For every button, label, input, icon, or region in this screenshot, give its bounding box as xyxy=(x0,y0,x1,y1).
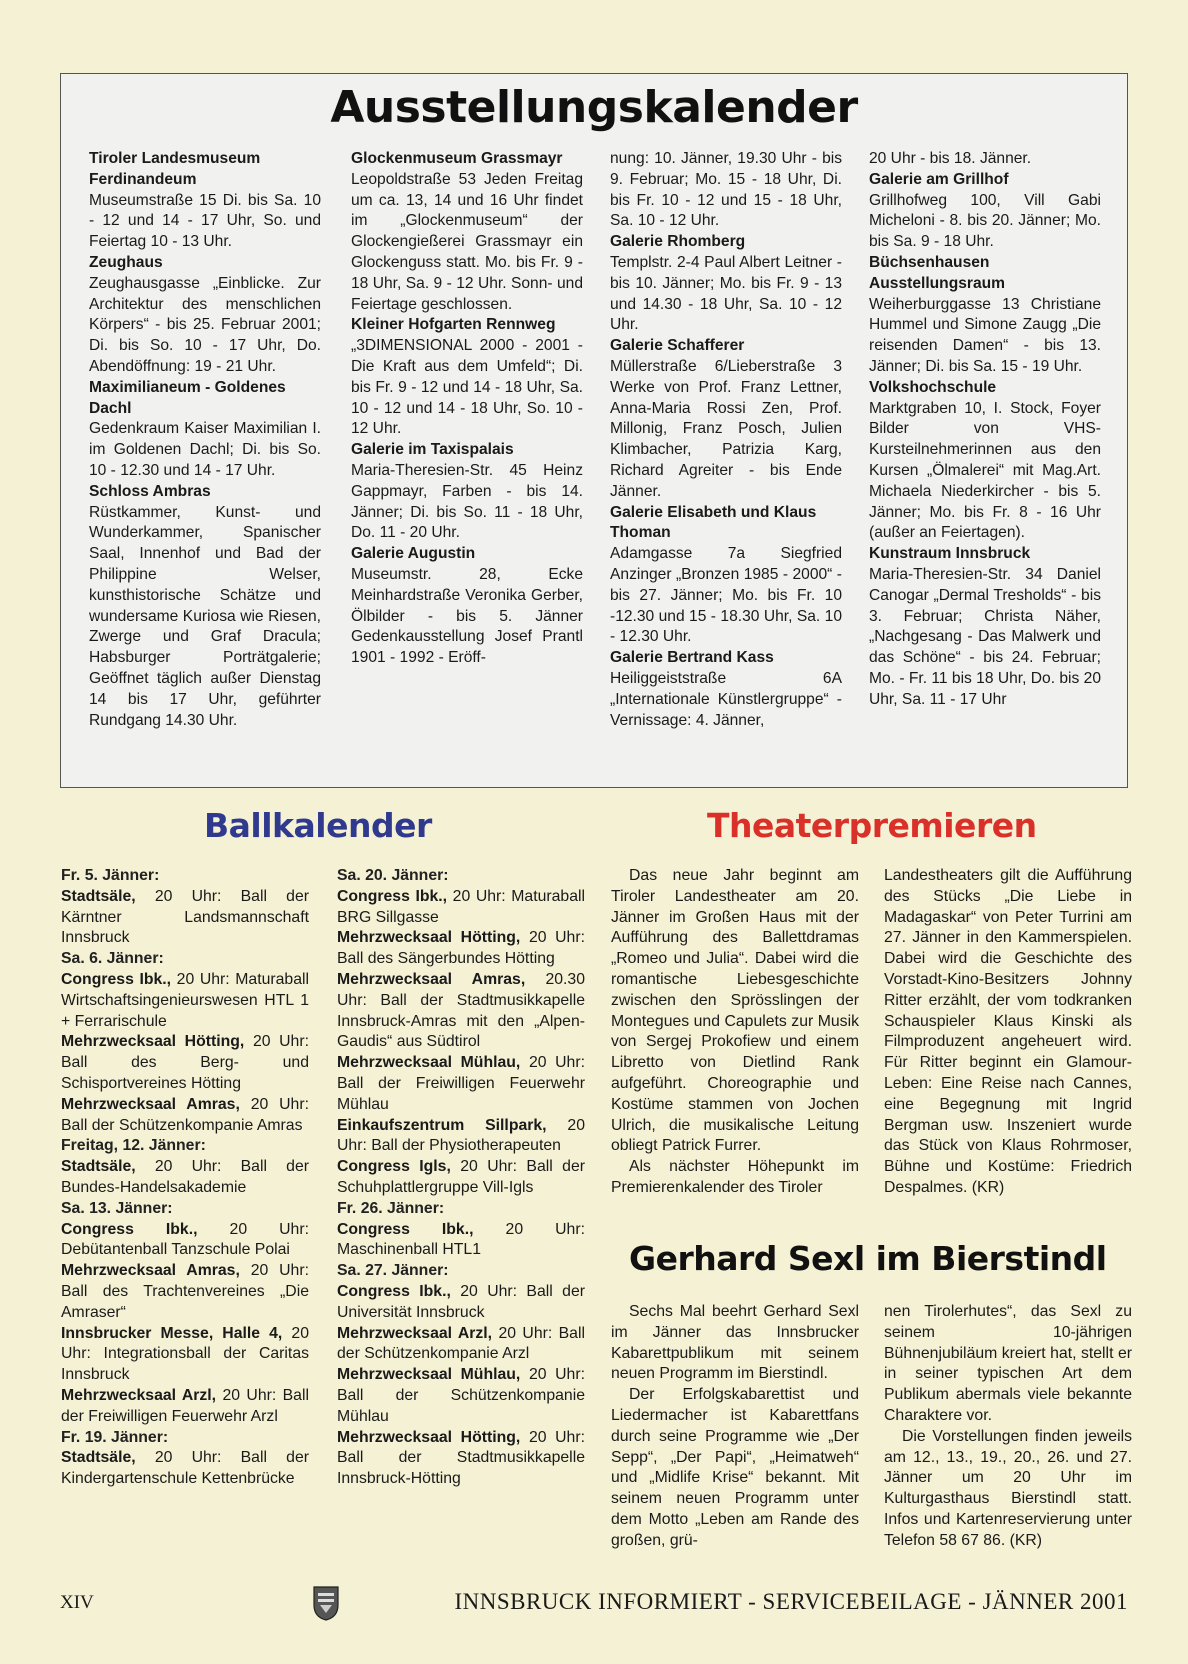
ball-entry xyxy=(337,1428,585,1490)
ball-date: Sa. 13. Jänner: xyxy=(61,1199,173,1217)
ball-venue: Einkaufszentrum Sillpark, xyxy=(337,1116,547,1134)
exhibition-venue: Galerie Elisabeth und Klaus Thoman xyxy=(610,503,817,542)
exhibition-venue: Glockenmuseum Grassmayr xyxy=(351,150,563,167)
ball-details: 20.30 Uhr: Ball der Stadtmusikkapelle Innsbruck-Amras mit den „Alpen-Gaudis“ aus Südtirol xyxy=(337,970,585,1051)
sexl-paragraph: Die Vorstellungen finden jeweils am 12., 13., 19., 20., 26. und 27. Jänner um 20 Uhr im Kulturgasthaus Bierstindl statt. Infos und Kartenreservierung unter Telefon 58 67 86. (KR) xyxy=(884,1427,1132,1549)
exhibition-details: Museumstr. 28, Ecke Meinhardstraße Veronika Gerber, Ölbilder - bis 5. Jänner Gedenkausstellung Josef Prantl 1901 - 1992 - Eröff- xyxy=(351,565,583,667)
exhibition-venue: Galerie Schafferer xyxy=(610,337,745,355)
ball-date: Sa. 27. Jänner: xyxy=(337,1262,449,1280)
ball-venue: Mehrzwecksaal Hötting, xyxy=(61,1033,245,1051)
exhibition-venue: Galerie Rhomberg xyxy=(610,233,746,251)
exhibition-calendar-box xyxy=(60,73,1128,788)
exhibition-venue: Zeughaus xyxy=(89,253,163,271)
ball-entry xyxy=(61,1095,309,1137)
exhibition-venue: Maximilianeum - Goldenes Dachl xyxy=(89,378,286,417)
ball-venue: Mehrzwecksaal Amras, xyxy=(337,970,526,988)
ball-details: 20 Uhr: Ball des Berg- und Schisportvereines Hötting xyxy=(61,1033,309,1092)
exhibition-venue: Galerie Bertrand Kass xyxy=(610,649,774,667)
ball-details: 20 Uhr: Ball der Schützenkompanie Amras xyxy=(61,1095,309,1134)
exhibition-details: Adamgasse 7a Siegfried Anzinger „Bronzen 1985 - 2000“ - bis 27. Jänner; Mo. bis Fr. 10 -12.30 und 15 - 18.30 Uhr, Sa. 10 - 12.30 Uhr. xyxy=(610,545,842,646)
ball-entry xyxy=(61,1448,309,1490)
ball-venue: Mehrzwecksaal Hötting, xyxy=(337,929,521,947)
sexl-column-2 xyxy=(884,1302,1132,1552)
theater-premieres-title: Theaterpremieren xyxy=(707,806,1037,845)
ball-venue: Mehrzwecksaal Arzl, xyxy=(337,1324,493,1342)
exhibition-calendar-title: Ausstellungskalender xyxy=(330,82,858,133)
ball-entry xyxy=(337,928,585,970)
exhibition-details: Maria-Theresien-Str. 34 Daniel Canogar „Dermal Tresholds“ - bis 3. Februar; Christa Näher, „Nachgesang - Das Malwerk und das Schöne“ - bis 24. Februar; Mo. - Fr. 11 bis 18 Uhr, Do. bis 20 Uhr, Sa. 11 - 17 Uhr xyxy=(869,565,1101,708)
ball-venue: Congress Ibk., xyxy=(61,1220,198,1238)
ball-details: 20 Uhr: Ball der Bundes-Handelsakademie xyxy=(61,1158,309,1196)
sexl-paragraph: Sechs Mal beehrt Gerhard Sexl im Jänner das Innsbrucker Kabarettpublikum mit seinem neuen Programm im Bierstindl. xyxy=(611,1303,859,1383)
ball-entry xyxy=(337,1282,585,1324)
ball-entry xyxy=(337,1053,585,1115)
ball-date: Fr. 26. Jänner: xyxy=(337,1199,445,1217)
theater-column-2 xyxy=(884,866,1132,1199)
exhibition-venue: Büchsenhausen Ausstellungsraum xyxy=(869,253,1006,292)
exhibition-details: Rüstkammer, Kunst- und Wunderkammer, Spanischer Saal, Innenhof und Bad der Philippine Welser, kunsthistorische Schätze und wundersame Kuriosa wie Riesen, Zwerge und Graf Dracula; Habsburger Porträtgalerie; Geöffnet täglich außer Dienstag 14 bis 17 Uhr, geführter Rundgang 14.30 Uhr. xyxy=(89,503,321,729)
ball-venue: Congress Ibk., xyxy=(337,1220,474,1238)
ball-details: 20 Uhr: Maturaball BRG Sillgasse xyxy=(337,887,586,926)
ball-details: 20 Uhr: Maschinenball HTL1 xyxy=(337,1220,585,1259)
exhibition-column-2 xyxy=(351,149,583,669)
ball-entry xyxy=(61,1220,309,1262)
ball-details: 20 Uhr: Ball der Schützenkompanie Arzl xyxy=(337,1324,585,1363)
ball-venue: Congress Ibk., xyxy=(337,1282,451,1300)
ball-entry xyxy=(61,970,309,1032)
exhibition-details: Marktgraben 10, I. Stock, Foyer Bilder von VHS-Kursteilnehmerinnen aus den Kursen „Ölmalerei“ mit Mag.Art. Michaela Niederkircher - bis 5. Jänner; Mo. bis Fr. 8 - 16 Uhr (außer an Feiertagen). xyxy=(869,399,1101,542)
ball-venue: Innsbrucker Messe, Halle 4, xyxy=(61,1324,283,1342)
ball-entry xyxy=(337,1157,585,1199)
exhibition-venue: Galerie im Taxispalais xyxy=(351,441,514,459)
ball-details: 20 Uhr: Ball der Freiwilligen Feuerwehr Arzl xyxy=(61,1386,309,1425)
exhibition-venue: Galerie Augustin xyxy=(351,545,476,563)
theater-paragraph: Das neue Jahr beginnt am Tiroler Landestheater am 20. Jänner im Großen Haus mit der Aufführung des Ballettdramas „Romeo und Julia“. Dabei wird die romantische Liebesgeschichte zwischen den Sprösslingen der Montegues und Capulets zur Musik von Sergej Prokofiew und einem Libretto von Dietlind Rank aufgeführt. Choreographie und Kostüme stammen von Jochen Ulrich, die musikalische Leitung obliegt Patrick Furrer. xyxy=(611,867,859,1155)
exhibition-details: Maria-Theresien-Str. 45 Heinz Gappmayr, Farben - bis 14. Jänner; Di. bis So. 11 - 18 Uhr, Do. 11 - 20 Uhr. xyxy=(351,461,583,542)
ball-column-2 xyxy=(337,866,585,1490)
exhibition-venue: Volkshochschule xyxy=(869,378,997,396)
exhibition-details: Gedenkraum Kaiser Maximilian I. im Goldenen Dachl; Di. bis So. 10 - 12.30 und 14 - 17 Uhr. xyxy=(89,420,321,479)
exhibition-details: Zeughausgasse „Einblicke. Zur Architektur des menschlichen Körpers“ - bis 25. Februar 2001; Di. bis So. 10 - 17 Uhr, Do. Abendöffnung: 19 - 21 Uhr. xyxy=(89,274,321,375)
theater-column-1 xyxy=(611,866,859,1199)
sexl-paragraph: Der Erfolgskabarettist und Liedermacher ist Kabarettfans durch seine Programme wie „Der Sepp“, „Der Papi“, „Heimatweh“ und „Midlife Krise“ bekannt. Mit seinem neuen Programm unter dem Motto „Leben am Rande des großen, grü- xyxy=(611,1386,859,1549)
ball-details: 20 Uhr: Debütantenball Tanzschule Polai xyxy=(61,1220,309,1259)
ball-details: 20 Uhr: Ball der Kärntner Landsmannschaft Innsbruck xyxy=(61,887,309,947)
ball-column-1 xyxy=(61,866,309,1490)
ball-entry xyxy=(337,887,585,929)
ball-date: Sa. 20. Jänner: xyxy=(337,867,449,884)
exhibition-column-3 xyxy=(610,149,842,731)
exhibition-details: Leopoldstraße 53 Jeden Freitag um ca. 13, 14 und 16 Uhr findet im „Glockenmuseum“ der Glockengießerei Grassmayr ein Glockenguss statt. Mo. bis Fr. 9 - 18 Uhr, Sa. 9 - 12 Uhr. Sonn- und Feiertage geschlossen. xyxy=(351,170,583,313)
theater-paragraph: Als nächster Höhepunkt im Premierenkalender des Tiroler xyxy=(611,1158,859,1196)
ball-entry xyxy=(337,1365,585,1427)
ball-venue: Mehrzwecksaal Amras, xyxy=(61,1095,240,1113)
ball-venue: Mehrzwecksaal Mühlau, xyxy=(337,1366,521,1384)
ball-venue: Mehrzwecksaal Arzl, xyxy=(61,1386,217,1404)
ball-date: Fr. 5. Jänner: xyxy=(61,867,160,884)
ball-entry xyxy=(61,1324,309,1386)
ball-entry xyxy=(61,1386,309,1428)
ball-entry xyxy=(61,1157,309,1199)
exhibition-details: Müllerstraße 6/Lieberstraße 3 Werke von Prof. Franz Lettner, Anna-Maria Rossi Zen, Prof. Millonig, Franz Posch, Julien Klimbacher, Patrizia Karg, Richard Agreiter - bis Ende Jänner. xyxy=(610,357,842,500)
ball-details: 20 Uhr: Ball der Kindergartenschule Kettenbrücke xyxy=(61,1449,309,1488)
ball-details: 20 Uhr: Ball der Freiwilligen Feuerwehr Mühlau xyxy=(337,1054,585,1113)
ball-venue: Congress Ibk., xyxy=(61,970,172,988)
exhibition-details: Heiliggeiststraße 6A „Internationale Künstlergruppe“ - Vernissage: 4. Jänner, xyxy=(610,669,842,729)
ball-details: 20 Uhr: Maturaball Wirtschaftsingenieurswesen HTL 1 + Ferrarischule xyxy=(61,970,310,1030)
ball-calendar-title: Ballkalender xyxy=(204,806,432,845)
sexl-paragraph: nen Tirolerhutes“, das Sexl zu seinem 10-jährigen Bühnenjubiläum kreiert hat, stellt er in seiner typischen Art dem Publikum abermals viele bekannte Charaktere vor. xyxy=(884,1303,1132,1424)
theater-paragraph: Landestheaters gilt die Aufführung des Stücks „Die Liebe in Madagaskar“ von Peter Turrini am 27. Jänner in den Kammerspielen. Dabei wird die Geschichte des Vorstadt-Kino-Besitzers Johnny Ritter erzählt, der vom todkranken Schauspieler Klaus Kinski als Filmproduzent angeheuert wird. Für Ritter beginnt ein Glamour-Leben: Eine Reise nach Cannes, eine Begegnung mit Ingrid Bergman usw. Inszeniert wurde das Stück von Klaus Rohrmoser, Bühne und Kostüme: Friedrich Despalmes. (KR) xyxy=(884,867,1132,1196)
exhibition-column-1 xyxy=(89,149,321,731)
ball-entry xyxy=(337,1324,585,1366)
exhibition-details: Museumstraße 15 Di. bis Sa. 10 - 12 und 14 - 17 Uhr, So. und Feiertag 10 - 13 Uhr. xyxy=(89,191,321,251)
exhibition-column-4 xyxy=(869,149,1101,711)
ball-venue: Mehrzwecksaal Hötting, xyxy=(337,1428,521,1446)
ball-date: Fr. 19. Jänner: xyxy=(61,1428,169,1446)
ball-entry xyxy=(337,1220,585,1262)
ball-venue: Mehrzwecksaal Amras, xyxy=(61,1262,240,1280)
sexl-column-1 xyxy=(611,1302,859,1552)
ball-entry xyxy=(337,1116,585,1158)
ball-details: 20 Uhr: Integrationsball der Caritas Innsbruck xyxy=(61,1324,309,1384)
ball-entry xyxy=(61,1032,309,1094)
exhibition-venue: Kleiner Hofgarten Rennweg xyxy=(351,316,556,334)
ball-details: 20 Uhr: Ball der Stadtmusikkapelle Innsbruck-Hötting xyxy=(337,1428,585,1488)
ball-date: Freitag, 12. Jänner: xyxy=(61,1137,206,1155)
city-crest-icon xyxy=(312,1585,340,1621)
ball-date: Sa. 6. Jänner: xyxy=(61,950,164,968)
exhibition-venue: Tiroler Landesmuseum Ferdinandeum xyxy=(89,150,261,188)
ball-details: 20 Uhr: Ball des Trachtenvereines „Die Amraser“ xyxy=(61,1262,309,1321)
ball-entry xyxy=(61,1261,309,1323)
exhibition-details: nung: 10. Jänner, 19.30 Uhr - bis 9. Februar; Mo. 15 - 18 Uhr, Di. bis Fr. 10 - 12 und 15 - 18 Uhr, Sa. 10 - 12 Uhr. xyxy=(610,150,842,230)
ball-venue: Stadtsäle, xyxy=(61,1449,136,1467)
ball-venue: Stadtsäle, xyxy=(61,887,136,905)
page-number: XIV xyxy=(60,1592,94,1613)
exhibition-venue: Schloss Ambras xyxy=(89,482,211,500)
ball-venue: Mehrzwecksaal Mühlau, xyxy=(337,1054,521,1072)
footer-publication-line: INNSBRUCK INFORMIERT - SERVICEBEILAGE - JÄNNER 2001 xyxy=(454,1589,1128,1614)
ball-venue: Stadtsäle, xyxy=(61,1158,136,1176)
ball-entry xyxy=(61,887,309,949)
exhibition-details: Grillhofweg 100, Vill Gabi Micheloni - 8. bis 20. Jänner; Mo. bis Sa. 9 - 18 Uhr. xyxy=(869,191,1101,251)
ball-details: 20 Uhr: Ball der Schuhplattlergruppe Vill-Igls xyxy=(337,1158,585,1196)
ball-venue: Congress Ibk., xyxy=(337,887,448,905)
ball-entry xyxy=(337,970,585,1053)
exhibition-details: Weiherburggasse 13 Christiane Hummel und Simone Zaugg „Die reisenden Damen“ - bis 13. Jänner; Di. bis Sa. 15 - 19 Uhr. xyxy=(869,295,1101,375)
ball-details: 20 Uhr: Ball des Sängerbundes Hötting xyxy=(337,929,585,968)
exhibition-details: Templstr. 2-4 Paul Albert Leitner - bis 10. Jänner; Mo. bis Fr. 9 - 13 und 14.30 - 18 Uhr, Sa. 10 - 12 Uhr. xyxy=(610,253,842,334)
sexl-article-title: Gerhard Sexl im Bierstindl xyxy=(629,1239,1107,1278)
ball-details: 20 Uhr: Ball der Physiotherapeuten xyxy=(337,1116,585,1155)
exhibition-details: 20 Uhr - bis 18. Jänner. xyxy=(869,150,1032,167)
ball-venue: Congress Igls, xyxy=(337,1158,451,1176)
ball-details: 20 Uhr: Ball der Schützenkompanie Mühlau xyxy=(337,1366,585,1425)
exhibition-details: „3DIMENSIONAL 2000 - 2001 - Die Kraft aus dem Umfeld“; Di. bis Fr. 9 - 12 und 14 - 18 Uhr, Sa. 10 - 12 und 14 - 18 Uhr, So. 10 - 12 Uhr. xyxy=(351,337,583,438)
exhibition-venue: Galerie am Grillhof xyxy=(869,170,1009,188)
ball-details: 20 Uhr: Ball der Universität Innsbruck xyxy=(337,1282,585,1321)
exhibition-venue: Kunstraum Innsbruck xyxy=(869,545,1031,563)
